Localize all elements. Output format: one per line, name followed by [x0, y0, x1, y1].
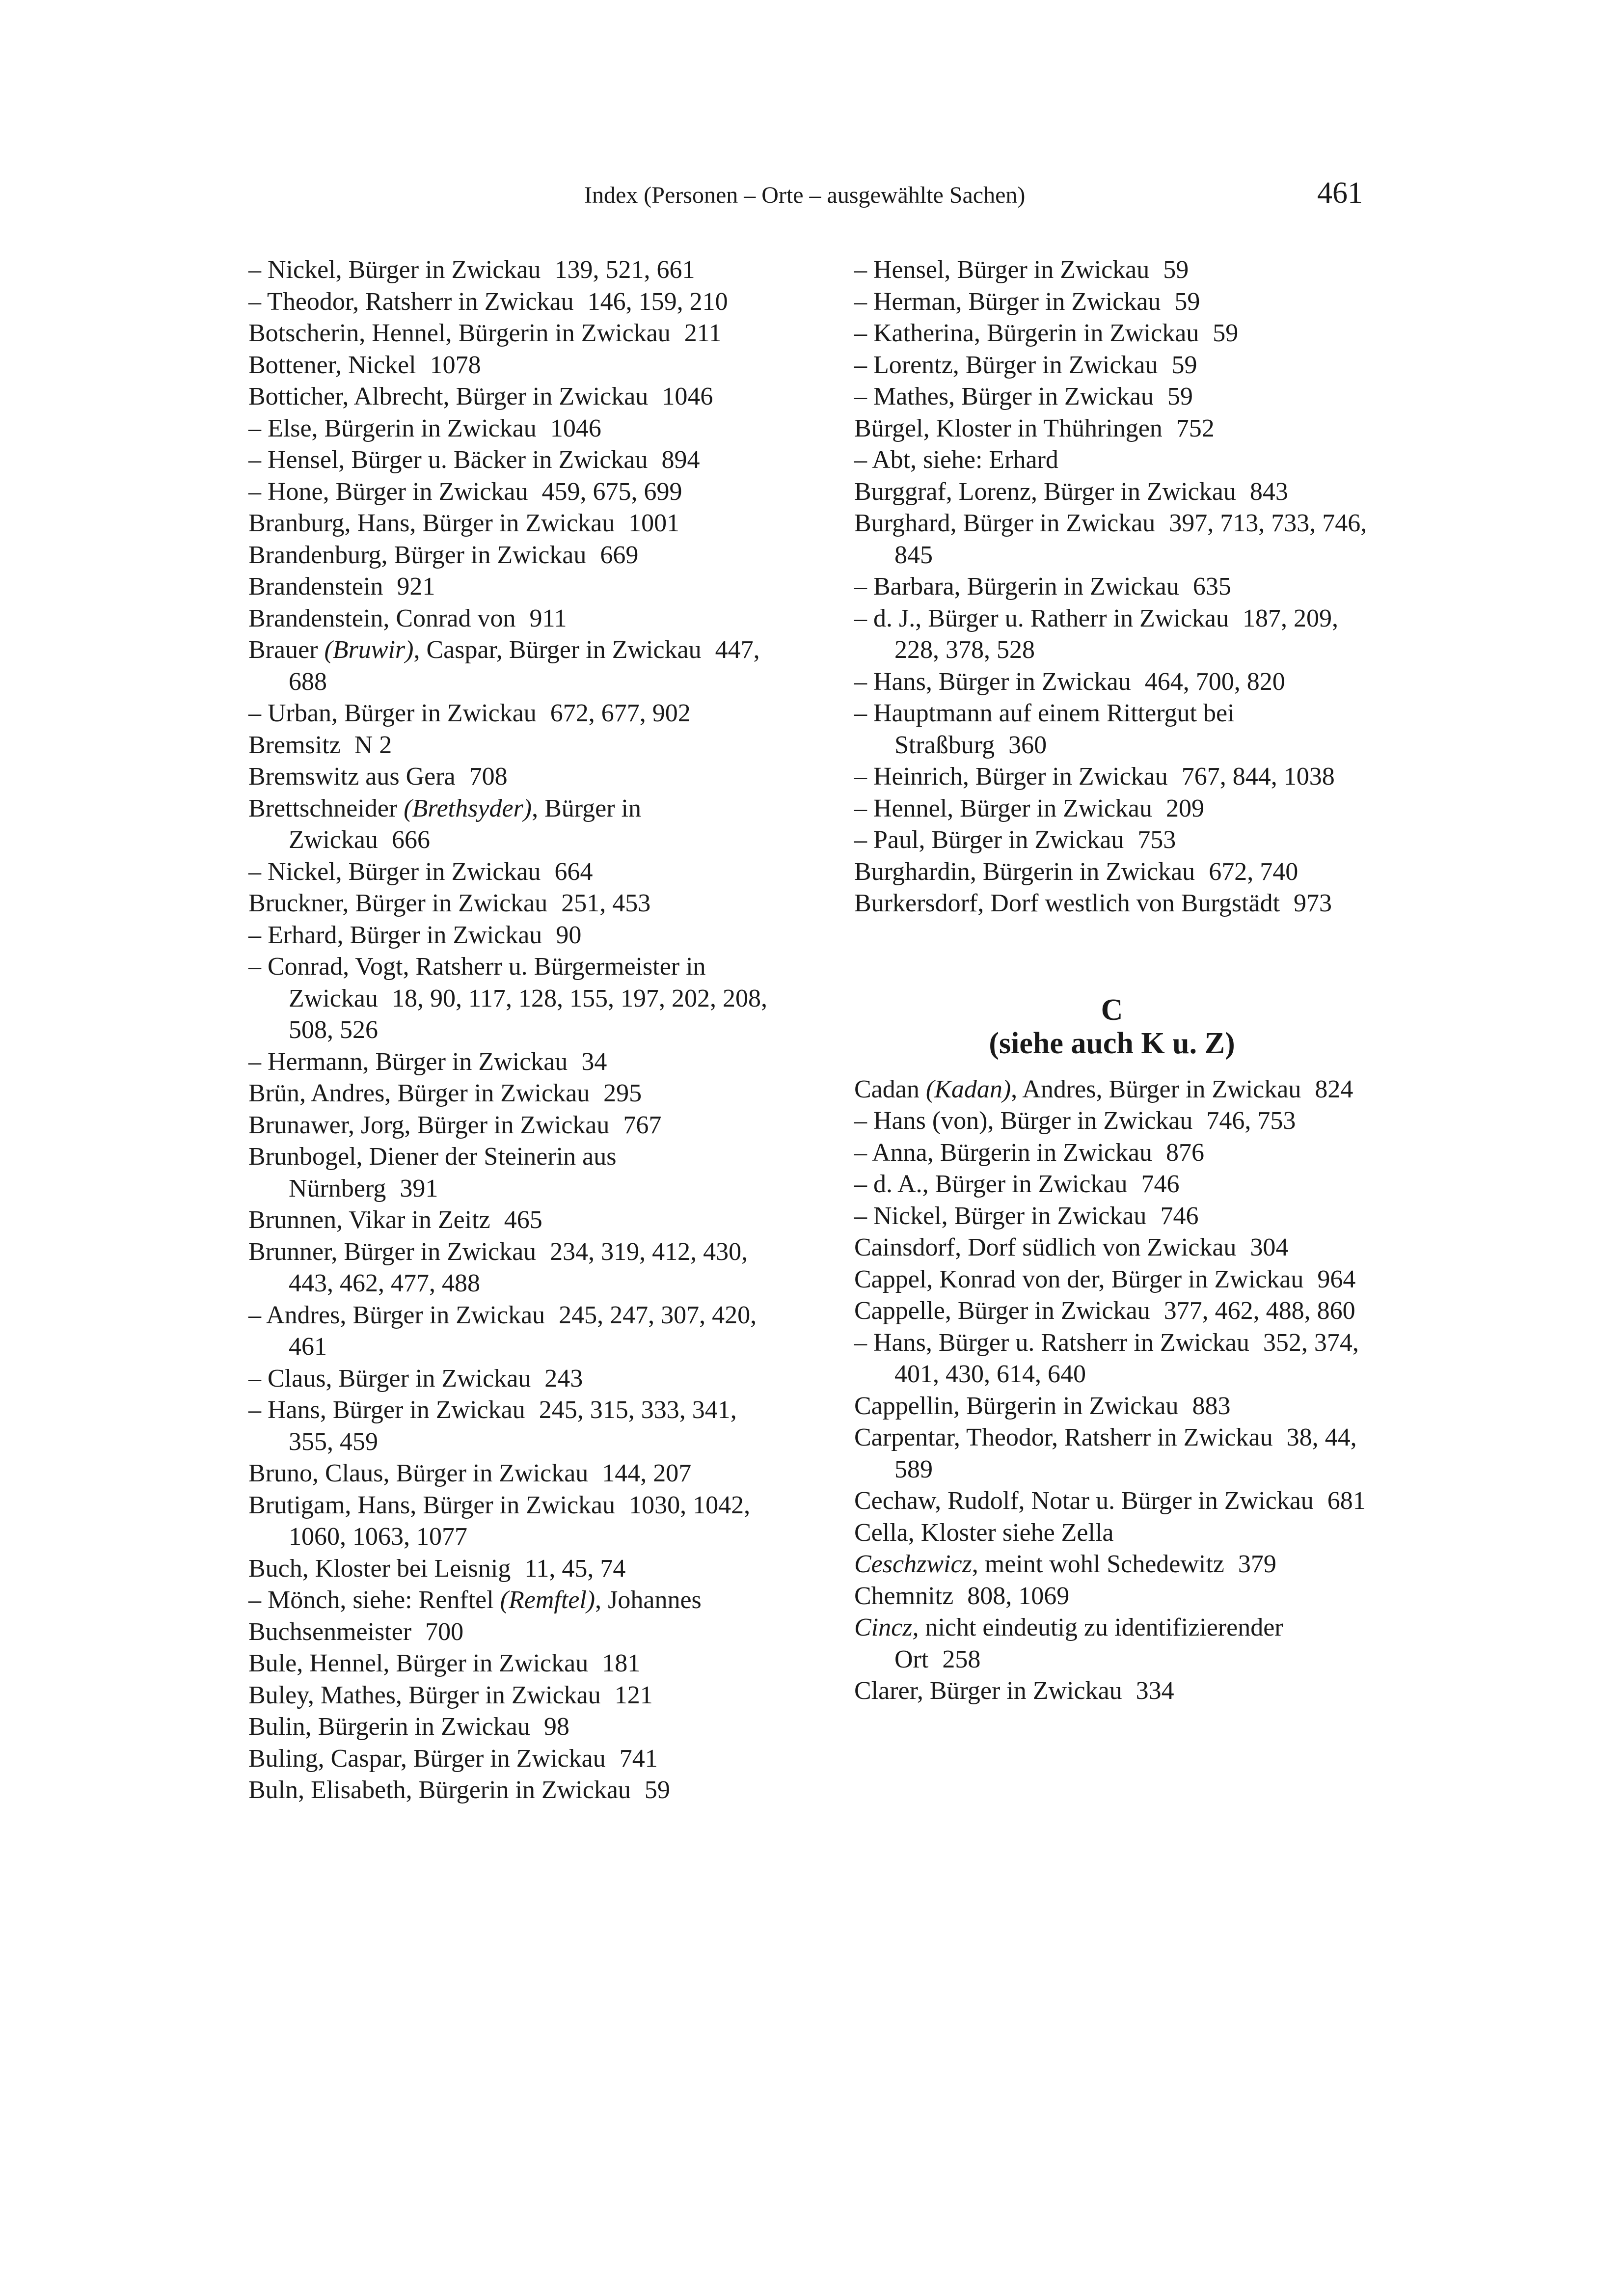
- entry-heading: – Anna, Bürgerin in Zwickau: [854, 1138, 1153, 1167]
- entry-page-refs: 681: [1327, 1487, 1366, 1515]
- entry-page-refs: N 2: [354, 731, 392, 759]
- index-entry: [854, 603, 1370, 666]
- entry-heading: Cadan: [854, 1075, 926, 1103]
- entry-page-refs: 139, 521, 661: [554, 256, 695, 284]
- index-entry: [854, 856, 1370, 888]
- entry-heading: Cappellin, Bürgerin in Zwickau: [854, 1392, 1179, 1420]
- entry-variant: Cincz,: [854, 1613, 919, 1641]
- entry-page-refs: 90: [556, 921, 582, 949]
- entry-page-refs: 11, 45, 74: [524, 1554, 626, 1583]
- index-entry: [248, 1078, 769, 1110]
- entry-heading: – Hensel, Bürger u. Bäcker in Zwickau: [248, 446, 648, 474]
- entry-page-refs: 808, 1069: [967, 1582, 1070, 1610]
- entry-page-refs: 708: [469, 763, 508, 791]
- index-entry: [248, 1648, 769, 1680]
- entry-page-refs: 121: [614, 1681, 653, 1709]
- index-entry: [854, 1074, 1370, 1106]
- index-entry: [248, 856, 769, 888]
- index-entry: [854, 761, 1370, 793]
- entry-heading: Brettschneider: [248, 794, 404, 822]
- entry-heading: – Nickel, Bürger in Zwickau: [248, 857, 541, 886]
- entry-heading: Buln, Elisabeth, Bürgerin in Zwickau: [248, 1776, 631, 1804]
- entry-page-refs: 883: [1192, 1392, 1231, 1420]
- entry-heading: Bremsitz: [248, 731, 341, 759]
- entry-page-refs: 824: [1315, 1075, 1353, 1103]
- index-entry: [248, 286, 769, 318]
- entry-page-refs: 334: [1136, 1677, 1174, 1705]
- index-entry: [248, 1585, 769, 1616]
- entry-heading: – Theodor, Ratsherr in Zwickau: [248, 287, 574, 316]
- index-entry: [248, 508, 769, 540]
- index-entry: [248, 1743, 769, 1775]
- entry-variant: (Bruwir): [324, 636, 414, 664]
- entry-heading: Buling, Caspar, Bürger in Zwickau: [248, 1744, 606, 1773]
- entry-heading: Buch, Kloster bei Leisnig: [248, 1554, 511, 1583]
- entry-heading: Bürgel, Kloster in Thühringen: [854, 414, 1163, 442]
- index-entry: [248, 920, 769, 952]
- entry-page-refs: 379: [1238, 1550, 1276, 1578]
- entry-page-refs: 921: [397, 573, 435, 601]
- entry-page-refs: 741: [619, 1744, 658, 1773]
- index-entry: [248, 571, 769, 603]
- index-entry: [854, 571, 1370, 603]
- index-entry: [248, 540, 769, 572]
- entry-page-refs: 59: [1174, 287, 1200, 316]
- entry-heading-cont: , Caspar, Bürger in Zwickau: [413, 636, 702, 664]
- index-entry: [854, 476, 1370, 508]
- index-entry: [248, 951, 769, 1046]
- index-entry: [854, 254, 1370, 286]
- entry-page-refs: 245, 247, 307, 420, 461: [289, 1301, 757, 1361]
- index-entry: [854, 666, 1370, 698]
- entry-variant: (Remftel): [500, 1586, 595, 1614]
- entry-page-refs: 700: [425, 1617, 464, 1646]
- entry-heading: Cainsdorf, Dorf südlich von Zwickau: [854, 1233, 1237, 1261]
- section-letter: C: [1101, 993, 1123, 1027]
- entry-heading: Branburg, Hans, Bürger in Zwickau: [248, 509, 615, 537]
- entry-heading: Brandenburg, Bürger in Zwickau: [248, 541, 587, 569]
- index-entry: [248, 1046, 769, 1078]
- entry-page-refs: 465: [504, 1206, 542, 1234]
- entry-page-refs: 377, 462, 488, 860: [1163, 1297, 1355, 1325]
- entry-heading: Brandenstein: [248, 573, 383, 601]
- index-entry: [248, 444, 769, 476]
- entry-page-refs: 59: [1163, 256, 1189, 284]
- entry-heading: – Heinrich, Bürger in Zwickau: [854, 763, 1168, 791]
- index-entry: [248, 1236, 769, 1300]
- entry-heading: Brauer: [248, 636, 325, 664]
- index-entry: [854, 824, 1370, 856]
- index-entry: [854, 1232, 1370, 1264]
- index-entry: [854, 1137, 1370, 1169]
- entry-page-refs: 209: [1166, 794, 1204, 822]
- index-entry: [248, 634, 769, 698]
- entry-page-refs: 1046: [550, 414, 601, 442]
- entry-heading: Bruckner, Bürger in Zwickau: [248, 889, 548, 917]
- index-entry: [248, 381, 769, 413]
- entry-page-refs: 243: [544, 1364, 583, 1393]
- entry-page-refs: 34: [581, 1047, 607, 1076]
- index-entry: [248, 413, 769, 445]
- index-entry: [854, 1517, 1370, 1549]
- entry-page-refs: 352, 374, 401, 430, 614, 640: [894, 1328, 1359, 1388]
- entry-heading: Cechaw, Rudolf, Notar u. Bürger in Zwickau: [854, 1487, 1314, 1515]
- entry-heading: Botscherin, Hennel, Bürgerin in Zwickau: [248, 319, 671, 347]
- entry-heading: Burghardin, Bürgerin in Zwickau: [854, 857, 1195, 886]
- entry-heading: Bule, Hennel, Bürger in Zwickau: [248, 1649, 589, 1677]
- index-entry: [248, 1775, 769, 1806]
- entry-page-refs: 211: [684, 319, 722, 347]
- entry-heading-cont: nicht eindeutig zu identifizierender Ort: [894, 1613, 1283, 1673]
- index-entry: [248, 888, 769, 920]
- entry-page-refs: 973: [1294, 889, 1332, 917]
- entry-page-refs: 391: [400, 1174, 438, 1203]
- section-subtitle: (siehe auch K u. Z): [989, 1026, 1235, 1060]
- entry-heading: – Abt, siehe: Erhard: [854, 446, 1058, 474]
- entry-page-refs: 767: [623, 1111, 662, 1139]
- index-entry: [854, 1581, 1370, 1613]
- index-entry: [854, 1169, 1370, 1201]
- entry-page-refs: 752: [1176, 414, 1215, 442]
- entry-page-refs: 672, 740: [1209, 857, 1298, 886]
- entry-page-refs: 304: [1250, 1233, 1289, 1261]
- entry-page-refs: 447, 688: [289, 636, 760, 696]
- entry-page-refs: 59: [1213, 319, 1239, 347]
- entry-heading: – Hauptmann auf einem Rittergut bei Straßburg: [854, 699, 1235, 759]
- index-entry: [854, 1201, 1370, 1232]
- entry-page-refs: 59: [1167, 383, 1193, 410]
- index-entry: [854, 381, 1370, 413]
- index-column-right: [854, 254, 1370, 1707]
- index-entry: [854, 1264, 1370, 1296]
- entry-heading: – Katherina, Bürgerin in Zwickau: [854, 319, 1199, 347]
- entry-heading: Bruno, Claus, Bürger in Zwickau: [248, 1459, 589, 1487]
- entry-page-refs: 146, 159, 210: [587, 287, 728, 316]
- index-entry: [248, 1616, 769, 1648]
- entry-heading: Burkersdorf, Dorf westlich von Burgstädt: [854, 889, 1280, 917]
- entry-heading: Buley, Mathes, Bürger in Zwickau: [248, 1681, 601, 1709]
- entry-heading: – d. A., Bürger in Zwickau: [854, 1170, 1128, 1198]
- entry-heading: Brunbogel, Diener der Steinerin aus Nürnberg: [248, 1143, 617, 1203]
- entry-page-refs: 753: [1137, 826, 1176, 854]
- entry-heading: Brunawer, Jorg, Bürger in Zwickau: [248, 1111, 610, 1139]
- index-list-c: [854, 1074, 1370, 1707]
- entry-page-refs: 59: [644, 1776, 670, 1804]
- entry-heading: Bottener, Nickel: [248, 351, 416, 379]
- entry-page-refs: 144, 207: [602, 1459, 692, 1487]
- entry-heading: Bulin, Bürgerin in Zwickau: [248, 1713, 530, 1741]
- entry-heading: Burggraf, Lorenz, Bürger in Zwickau: [854, 477, 1236, 506]
- entry-page-refs: 251, 453: [561, 889, 651, 917]
- entry-page-refs: 635: [1192, 573, 1231, 601]
- index-entry: [248, 761, 769, 793]
- entry-heading: Cappelle, Bürger in Zwickau: [854, 1297, 1150, 1325]
- index-entry: [854, 508, 1370, 571]
- index-entry: [854, 1391, 1370, 1422]
- entry-heading: Burghard, Bürger in Zwickau: [854, 509, 1156, 537]
- entry-heading: – Hone, Bürger in Zwickau: [248, 477, 528, 506]
- index-entry: [854, 350, 1370, 382]
- index-entry: [854, 1295, 1370, 1327]
- entry-page-refs: 672, 677, 902: [550, 699, 691, 727]
- running-header: Index (Personen – Orte – ausgewählte Sachen): [584, 182, 1026, 208]
- index-entry: [248, 1394, 769, 1458]
- entry-heading: – Erhard, Bürger in Zwickau: [248, 921, 542, 949]
- entry-page-refs: 258: [942, 1645, 981, 1673]
- entry-heading: – Hans, Bürger u. Ratsherr in Zwickau: [854, 1328, 1249, 1357]
- index-entry: [248, 1204, 769, 1236]
- entry-heading: – Nickel, Bürger in Zwickau: [854, 1202, 1147, 1230]
- entry-page-refs: 666: [391, 826, 430, 854]
- index-entry: [248, 1680, 769, 1712]
- entry-heading: Cappel, Konrad von der, Bürger in Zwickau: [854, 1265, 1304, 1293]
- index-column-left: [248, 254, 769, 1806]
- index-entry: [854, 444, 1370, 476]
- entry-heading: Buchsenmeister: [248, 1617, 412, 1646]
- entry-page-refs: 295: [603, 1079, 642, 1107]
- entry-page-refs: 746, 753: [1206, 1107, 1296, 1135]
- entry-heading: Clarer, Bürger in Zwickau: [854, 1677, 1122, 1705]
- entry-page-refs: 234, 319, 412, 430, 443, 462, 477, 488: [289, 1237, 748, 1297]
- entry-heading: – Hermann, Bürger in Zwickau: [248, 1047, 568, 1076]
- index-entry: [854, 1675, 1370, 1707]
- entry-page-refs: 360: [1008, 731, 1047, 759]
- index-entry: [854, 1422, 1370, 1485]
- index-entry: [248, 603, 769, 635]
- entry-heading: – Conrad, Vogt, Ratsherr u. Bürgermeister in Zwickau: [248, 953, 706, 1012]
- index-entry: [854, 1612, 1370, 1675]
- entry-page-refs: 397, 713, 733, 746, 845: [894, 509, 1367, 569]
- index-entry: [854, 888, 1370, 920]
- entry-heading-cont: , Johannes: [595, 1586, 702, 1614]
- index-entry: [854, 793, 1370, 825]
- index-entry: [248, 793, 769, 856]
- entry-heading: – Nickel, Bürger in Zwickau: [248, 256, 541, 284]
- entry-heading: – Herman, Bürger in Zwickau: [854, 287, 1161, 316]
- index-entry: [248, 254, 769, 286]
- entry-heading: Cella, Kloster siehe Zella: [854, 1518, 1114, 1547]
- entry-heading: – Mönch, siehe: Renftel: [248, 1586, 500, 1614]
- entry-heading: – Claus, Bürger in Zwickau: [248, 1364, 531, 1393]
- entry-page-refs: 746: [1160, 1202, 1199, 1230]
- entry-page-refs: 187, 209, 228, 378, 528: [894, 604, 1338, 664]
- index-entry: [248, 1458, 769, 1490]
- page-number: 461: [1317, 176, 1363, 210]
- entry-page-refs: 464, 700, 820: [1144, 667, 1285, 696]
- entry-heading-cont: , Andres, Bürger in Zwickau: [1011, 1075, 1301, 1103]
- index-entry: [854, 286, 1370, 318]
- index-entry: [854, 1105, 1370, 1137]
- index-entry: [854, 1327, 1370, 1391]
- entry-heading: Brunnen, Vikar in Zeitz: [248, 1206, 490, 1234]
- index-entry: [854, 413, 1370, 445]
- index-entry: [248, 1110, 769, 1142]
- entry-heading: Brutigam, Hans, Bürger in Zwickau: [248, 1491, 616, 1519]
- entry-page-refs: 459, 675, 699: [541, 477, 682, 506]
- entry-heading: – Hensel, Bürger in Zwickau: [854, 256, 1150, 284]
- entry-page-refs: 1030, 1042, 1060, 1063, 1077: [289, 1491, 751, 1551]
- index-entry: [248, 1141, 769, 1204]
- entry-heading: – Else, Bürgerin in Zwickau: [248, 414, 537, 442]
- entry-heading: – Andres, Bürger in Zwickau: [248, 1301, 545, 1329]
- entry-page-refs: 664: [554, 857, 593, 886]
- index-entry: [248, 1553, 769, 1585]
- entry-page-refs: 18, 90, 117, 128, 155, 197, 202, 208, 508, 526: [289, 984, 768, 1044]
- index-entry: [854, 1549, 1370, 1581]
- entry-heading: – Barbara, Bürgerin in Zwickau: [854, 573, 1179, 601]
- index-list-b-continued: [854, 254, 1370, 920]
- index-entry: [248, 1711, 769, 1743]
- entry-page-refs: 1046: [662, 383, 713, 410]
- entry-page-refs: 59: [1171, 351, 1197, 379]
- entry-page-refs: 767, 844, 1038: [1181, 763, 1335, 791]
- entry-heading: – Mathes, Bürger in Zwickau: [854, 383, 1154, 410]
- index-entry: [248, 698, 769, 730]
- entry-page-refs: 38, 44, 589: [894, 1423, 1357, 1483]
- entry-page-refs: 181: [602, 1649, 641, 1677]
- entry-page-refs: 964: [1317, 1265, 1356, 1293]
- entry-heading: – Hans (von), Bürger in Zwickau: [854, 1107, 1193, 1135]
- index-entry: [248, 1363, 769, 1395]
- index-entry: [248, 318, 769, 350]
- entry-heading: – d. J., Bürger u. Ratherr in Zwickau: [854, 604, 1229, 632]
- entry-heading: – Hans, Bürger in Zwickau: [854, 667, 1131, 696]
- entry-heading: Chemnitz: [854, 1582, 954, 1610]
- entry-heading: Brandenstein, Conrad von: [248, 604, 516, 632]
- entry-page-refs: 894: [661, 446, 700, 474]
- entry-page-refs: 911: [529, 604, 567, 632]
- entry-heading: Brunner, Bürger in Zwickau: [248, 1237, 537, 1266]
- entry-heading: – Urban, Bürger in Zwickau: [248, 699, 537, 727]
- entry-page-refs: 1001: [628, 509, 680, 537]
- entry-page-refs: 843: [1249, 477, 1288, 506]
- entry-variant: (Kadan): [925, 1075, 1011, 1103]
- entry-page-refs: 876: [1166, 1138, 1205, 1167]
- index-entry: [854, 1485, 1370, 1517]
- index-entry: [248, 476, 769, 508]
- entry-page-refs: 669: [600, 541, 639, 569]
- entry-heading: – Hans, Bürger in Zwickau: [248, 1396, 525, 1424]
- entry-page-refs: 98: [543, 1713, 569, 1741]
- index-entry: [248, 1300, 769, 1363]
- entry-heading: Carpentar, Theodor, Ratsherr in Zwickau: [854, 1423, 1273, 1451]
- entry-heading: – Hennel, Bürger in Zwickau: [854, 794, 1152, 822]
- index-entry: [854, 698, 1370, 761]
- entry-heading: Bremswitz aus Gera: [248, 763, 456, 791]
- entry-heading: – Paul, Bürger in Zwickau: [854, 826, 1124, 854]
- index-entry: [854, 318, 1370, 350]
- entry-heading: – Lorentz, Bürger in Zwickau: [854, 351, 1158, 379]
- entry-variant: Ceschzwicz: [854, 1550, 972, 1578]
- entry-page-refs: 746: [1141, 1170, 1180, 1198]
- entry-page-refs: 245, 315, 333, 341, 355, 459: [289, 1396, 737, 1456]
- index-entry: [248, 350, 769, 382]
- entry-heading: Botticher, Albrecht, Bürger in Zwickau: [248, 383, 649, 410]
- entry-variant: (Brethsyder): [404, 794, 532, 822]
- entry-heading-cont: , meint wohl Schedewitz: [972, 1550, 1224, 1578]
- index-entry: [248, 730, 769, 762]
- entry-heading-cont: , Bürger in Zwickau: [289, 794, 641, 854]
- index-entry: [248, 1490, 769, 1553]
- entry-heading: Brün, Andres, Bürger in Zwickau: [248, 1079, 590, 1107]
- entry-page-refs: 1078: [430, 351, 481, 379]
